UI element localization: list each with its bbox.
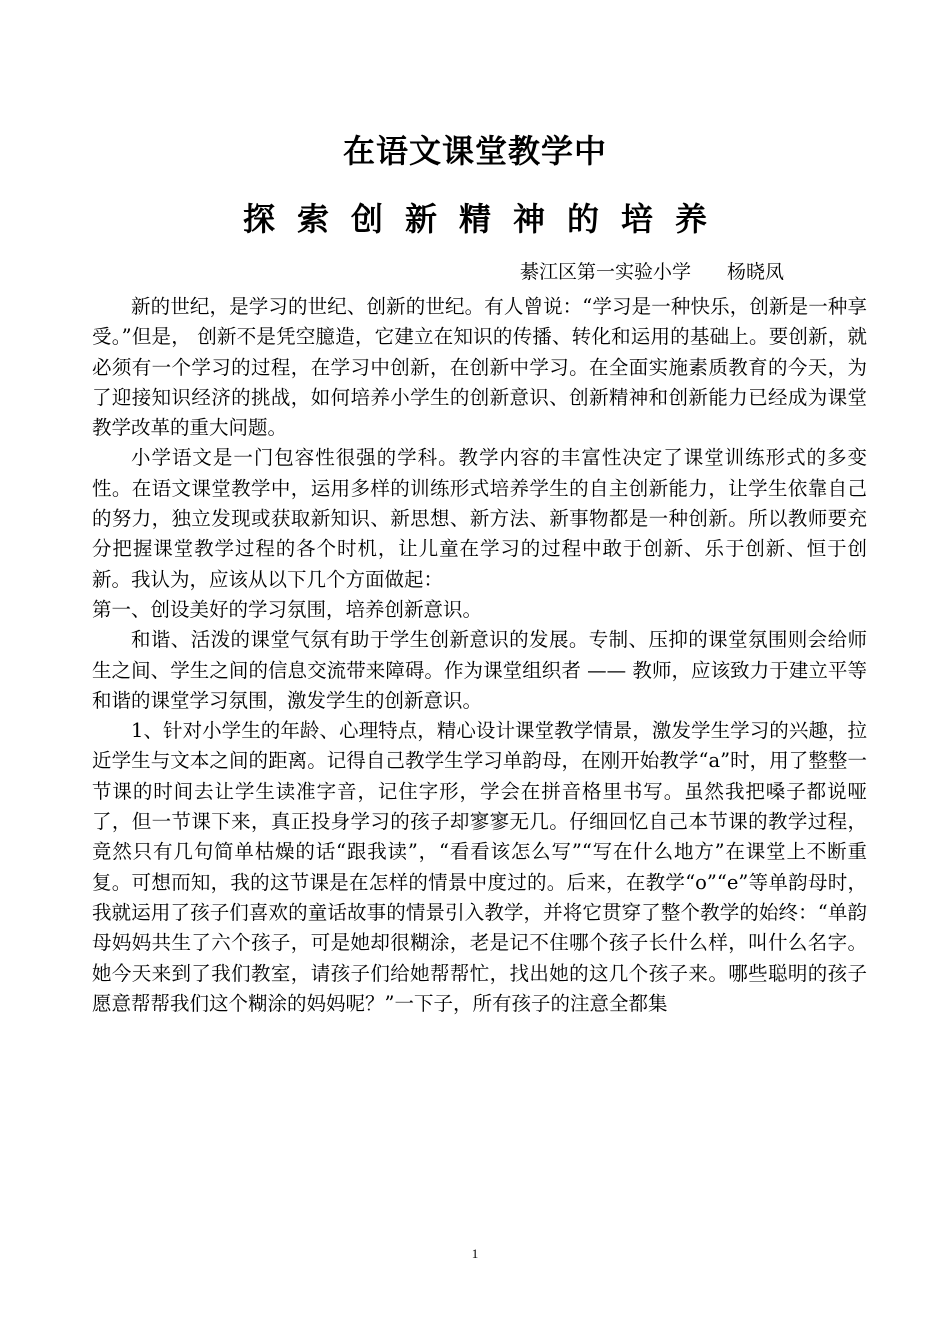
section-heading-1: 第一、创设美好的学习氛围，培养创新意识。 (92, 597, 483, 621)
byline (520, 258, 784, 286)
paragraph-2: 小学语文是一门包容性很强的学科。教学内容的丰富性决定了课堂训练形式的多变性。在语文课堂教学中，运用多样的训练形式培养学生的自主创新能力，让学生依靠自己的努力，独立发现或获取新知识、新思想、新方法、新事物都是一种创新。所以教师要充分把握课堂教学过程的各个时机，让儿童在学习的过程中敢于创新、乐于创新、恒于创新。我认为，应该从以下几个方面做起： (92, 446, 867, 591)
paragraph-4: 1、针对小学生的年龄、心理特点，精心设计课堂教学情景，激发学生学习的兴趣，拉近学生与文本之间的距离。记得自己教学生学习单韵母，在刚开始教学“a”时，用了整整一节课的时间去让学生读准字音，记住字形，学会在拼音格里书写。虽然我把嗓子都说哑了，但一节课下来，真正投身学习的孩子却寥寥无几。仔细回忆自己本节课的教学过程，竟然只有几句简单枯燥的话“跟我读”，“看看该怎么写”“写在什么地方”在课堂上不断重复。可想而知，我的这节课是在怎样的情景中度过的。后来，在教学“o”“e”等单韵母时，我就运用了孩子们喜欢的童话故事的情景引入教学，并将它贯穿了整个教学的始终：“单韵母妈妈共生了六个孩子，可是她却很糊涂，老是记不住哪个孩子长什么样，叫什么名字。她今天来到了我们教室，请孩子们给她帮帮忙，找出她的这几个孩子来。哪些聪明的孩子愿意帮帮我们这个糊涂的妈妈呢？”一下子，所有孩子的注意全都集 (92, 719, 867, 1015)
paragraph-3: 和谐、活泼的课堂气氛有助于学生创新意识的发展。专制、压抑的课堂氛围则会给师生之间、学生之间的信息交流带来障碍。作为课堂组织者 —— 教师，应该致力于建立平等和谐的课堂学习氛围，激发学生的创新意识。 (92, 628, 867, 712)
title-line-2: 探索创新精神的培养 (242, 200, 729, 238)
school-name: 綦江区第一实验小学 (520, 261, 692, 283)
body-text (92, 292, 867, 1019)
page-number: 1 (471, 1246, 479, 1261)
paragraph-1: 新的世纪，是学习的世纪、创新的世纪。有人曾说：“学习是一种快乐，创新是一种享受。”但是， 创新不是凭空臆造，它建立在知识的传播、转化和运用的基础上。要创新，就必须有一个学习的过程，在学习中创新，在创新中学习。在全面实施素质教育的今天，为了迎接知识经济的挑战，如何培养小学生的创新意识、创新精神和创新能力已经成为课堂教学改革的重大问题。 (92, 295, 867, 440)
title-line-1: 在语文课堂教学中 (342, 132, 607, 170)
author-name: 杨晓凤 (727, 261, 785, 283)
